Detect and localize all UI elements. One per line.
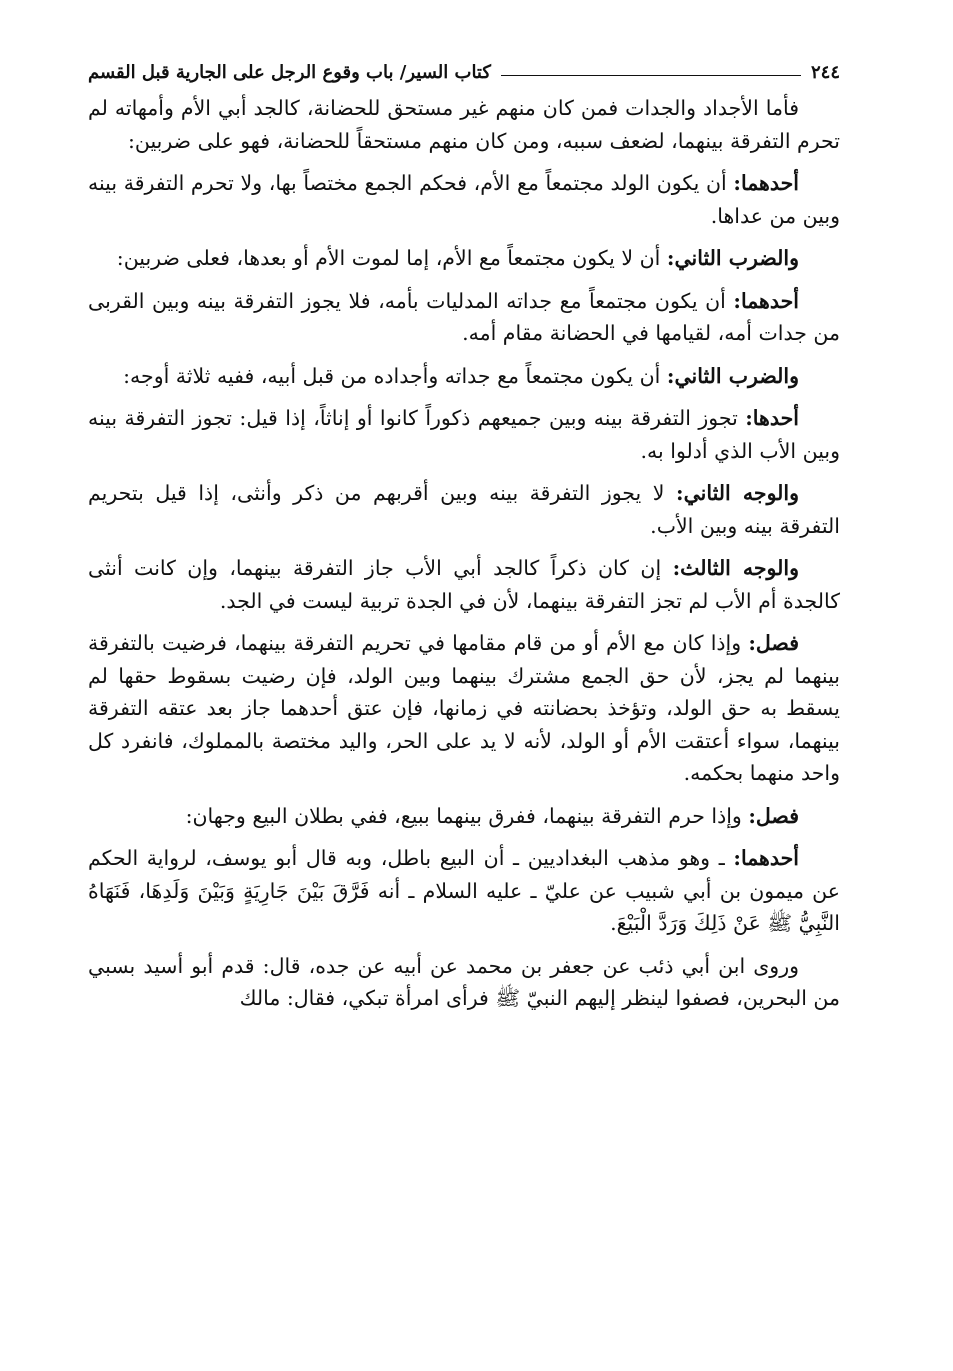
paragraph-text: وإذا حرم التفرقة بينهما، ففرق بينهما ببيع، ففي بطلان البيع وجهان: <box>185 803 749 828</box>
paragraph-text: وإذا كان مع الأم أو من قام مقامها في تحريم التفرقة بينهما، فرضيت بالتفرقة بينهما لم يجز، لأن حق الجمع مشترك بينهما وبين الولد، فإن رضيت بسقوط حقها لم يسقط به حق الولد، وتؤخذ بحضانته في زمانها، فإن عتق أحدهما جاز بعد عتقه التفرقة بينهما، سواء أعتقت الأم أو الولد، لأنه لا يد على الحر، واليد مختصة بالمملوك، فانفرد كل واحد منهما بحكمه. <box>88 631 840 785</box>
paragraph-lead: والضرب الثاني: <box>666 246 799 270</box>
paragraph-lead: فصل: <box>748 631 799 655</box>
document-page <box>88 60 840 1025</box>
paragraph-lead: فصل: <box>748 803 799 828</box>
paragraph <box>88 627 840 790</box>
paragraph-lead: والوجه الثاني: <box>676 481 799 505</box>
paragraph-text: ـ وهو مذهب البغداديين ـ أن البيع باطل، وبه قال أبو يوسف، لرواية الحكم عن ميمون بن أبي شبيب عن عليّ ـ عليه السلام ـ أنه فَرَّقَ بَيْنَ جَارِيَةٍ وَبَيْنَ وَلَدِهَا، فَنَهَاهُ النَّبِيُّ ﷺ عَنْ ذَلِكَ وَرَدَّ الْبَيْعَ. <box>88 846 840 935</box>
paragraph-text: أن يكون الولد مجتمعاً مع الأم، فحكم الجمع مختصاً بها، ولا تحرم التفرقة بينه وبين من عداها. <box>88 171 840 228</box>
paragraph <box>88 552 840 617</box>
paragraph-lead: أحدها: <box>745 406 799 430</box>
paragraph-text: أن لا يكون مجتمعاً مع الأم، إما لموت الأم أو بعدها، فعلى ضربين: <box>116 246 667 270</box>
paragraph-text: تجوز التفرقة بينه وبين جميعهم ذكوراً كانوا أو إناثاً، إذا قيل: تجوز التفرقة بينه وبين الأب الذي أدلوا به. <box>88 406 840 463</box>
running-header <box>88 60 840 86</box>
paragraph-text: إن كان ذكراً كالجد أبي الأب جاز التفرقة بينهما، وإن كانت أنثى كالجدة أم الأب لم تجز التفرقة بينهما، لأن في الجدة تربية ليست في الجد. <box>88 556 840 613</box>
paragraph <box>88 92 840 157</box>
paragraph <box>88 402 840 467</box>
paragraph-lead: أحدهما: <box>733 171 799 195</box>
paragraph <box>88 950 840 1015</box>
body-text <box>88 92 840 1015</box>
paragraph-lead: والوجه الثالث: <box>672 556 799 580</box>
paragraph-text: لا يجوز التفرقة بينه وبين أقربهم من ذكر وأنثى، إذا قيل بتحريم التفرقة بينه وبين الأب. <box>88 481 840 538</box>
paragraph <box>88 360 840 393</box>
running-title: كتاب السير/ باب وقوع الرجل على الجارية قبل القسم <box>88 62 491 83</box>
paragraph-text: فأما الأجداد والجدات فمن كان منهم غير مستحق للحضانة، كالجد أبي الأم وأمهاته لم تحرم التفرقة بينهما، لضعف سببه، ومن كان منهم مستحقاً للحضانة، فهو على ضربين: <box>88 96 840 153</box>
paragraph <box>88 800 840 833</box>
paragraph-text: أن يكون مجتمعاً مع جداته وأجداده من قبل أبيه، ففيه ثلاثة أوجه: <box>123 363 667 388</box>
page-number: ٢٤٤ <box>810 62 840 83</box>
paragraph <box>88 242 840 275</box>
paragraph-lead: أحدهما: <box>733 846 799 870</box>
paragraph-lead: أحدهما: <box>733 288 799 313</box>
paragraph-text: وروى ابن أبي ذئب عن جعفر بن محمد عن أبيه عن جده، قال: قدم أبو أسيد بسبي من البحرين، فصفوا لينظر إليهم النبيّ ﷺ فرأى امرأة تبكي، فقال: مالك <box>88 953 840 1010</box>
paragraph <box>88 842 840 940</box>
paragraph <box>88 167 840 232</box>
paragraph-lead: والضرب الثاني: <box>666 363 799 388</box>
paragraph-text: أن يكون مجتمعاً مع جداته المدليات بأمه، فلا يجوز التفرقة بينه وبين القربى من جدات أمه، لقيامها في الحضانة مقام أمه. <box>88 288 840 345</box>
paragraph <box>88 285 840 350</box>
header-rule <box>501 75 801 76</box>
paragraph <box>88 477 840 542</box>
